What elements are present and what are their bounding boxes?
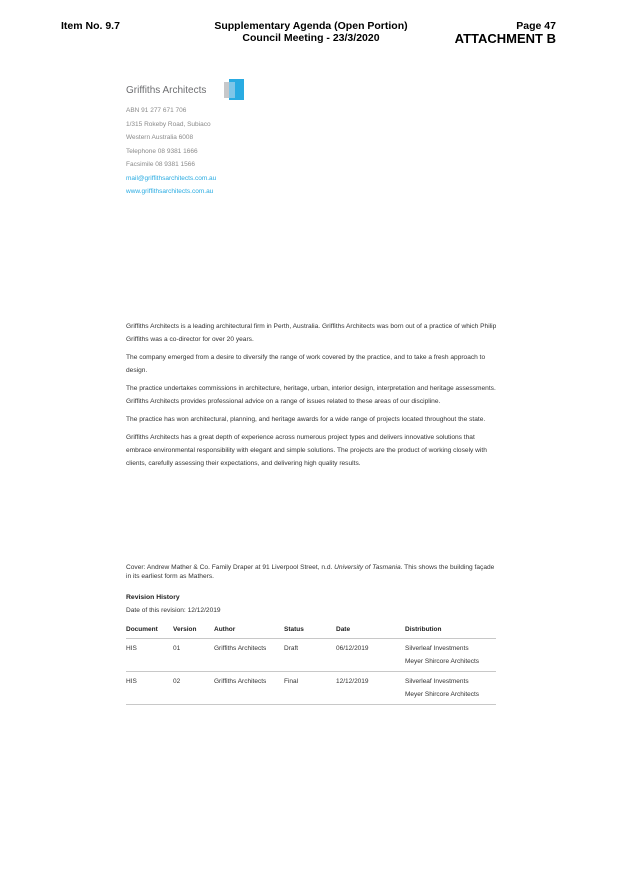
cover-text: Cover: Andrew Mather & Co. Family Draper at 91 Liverpool Street, n.d. [126, 564, 335, 571]
cell-distribution [405, 639, 496, 672]
cell-date: 12/12/2019 [336, 672, 405, 705]
column-header: Date [336, 624, 405, 639]
attachment-label: ATTACHMENT B [454, 31, 556, 46]
paragraph: Griffiths Architects has a great depth of experience across numerous project types and delivers innovative solutions that embrace environmental responsibility with elegant and simple solutions. The projects are the product of working closely with clients, carefully assessing their expectations, and delivering high quality results. [126, 434, 487, 467]
revision-table [126, 624, 496, 705]
revision-history-title: Revision History [126, 594, 180, 601]
contact-block [126, 104, 216, 199]
website-link[interactable]: www.griffithsarchitects.com.au [126, 188, 214, 195]
abn: ABN 91 277 671 706 [126, 107, 187, 114]
cell-status: Final [284, 672, 336, 705]
paragraph: The company emerged from a desire to diversify the range of work covered by the practice, and to take a fresh approach to design. [126, 354, 486, 374]
cell-status: Draft [284, 639, 336, 672]
agenda-title-line1: Supplementary Agenda (Open Portion) [214, 20, 408, 32]
item-number: Item No. 9.7 [61, 20, 120, 32]
cell-date: 06/12/2019 [336, 639, 405, 672]
column-header: Status [284, 624, 336, 639]
paragraph: Griffiths Architects is a leading architectural firm in Perth, Australia. Griffiths Architects was born out of a practice of which Philip Griffiths was a co-director for over 20 years. [126, 323, 497, 343]
column-header: Author [214, 624, 284, 639]
cover-source: University of Tasmania [334, 564, 401, 571]
column-header: Version [173, 624, 214, 639]
paragraph: The practice has won architectural, planning, and heritage awards for a wide range of projects located throughout the state. [126, 416, 486, 423]
cell-author: Griffiths Architects [214, 672, 284, 705]
distribution-recipient: Meyer Shircore Architects [405, 657, 480, 665]
revision-date: Date of this revision: 12/12/2019 [126, 607, 221, 614]
table-header-row [126, 624, 496, 639]
cell-document: HIS [126, 639, 173, 672]
agenda-title-line2: Council Meeting - 23/3/2020 [242, 32, 380, 44]
company-logo-icon [224, 79, 244, 100]
table-row [126, 672, 496, 705]
page-info [455, 20, 556, 46]
paragraph: The practice undertakes commissions in architecture, heritage, urban, interior design, interpretation and heritage assessments. Griffiths Architects provides professional advice on a range of issues related to these areas of our discipline. [126, 385, 496, 405]
address-line-2: Western Australia 6008 [126, 134, 194, 141]
column-header: Distribution [405, 624, 496, 639]
cover-caption [126, 564, 498, 581]
cell-document: HIS [126, 672, 173, 705]
column-header: Document [126, 624, 173, 639]
company-name: Griffiths Architects [126, 85, 207, 96]
distribution-recipient: Meyer Shircore Architects [405, 690, 480, 698]
cell-version: 02 [173, 672, 214, 705]
facsimile: Facsimile 08 9381 1566 [126, 161, 196, 168]
company-description [126, 320, 498, 475]
page-number: Page 47 [516, 20, 556, 32]
email-link[interactable]: mail@griffithsarchitects.com.au [126, 174, 217, 182]
distribution-recipient: Silverleaf Investments [405, 645, 469, 652]
address-line-1: 1/315 Rokeby Road, Subiaco [126, 120, 211, 128]
cell-version: 01 [173, 639, 214, 672]
cell-author: Griffiths Architects [214, 639, 284, 672]
cover-text-end: . This shows the building façade in its earliest form as Mathers. [126, 564, 495, 580]
distribution-recipient: Silverleaf Investments [405, 678, 469, 685]
agenda-title [180, 20, 442, 44]
table-row [126, 639, 496, 672]
cell-distribution [405, 672, 496, 705]
telephone: Telephone 08 9381 1666 [126, 147, 198, 155]
